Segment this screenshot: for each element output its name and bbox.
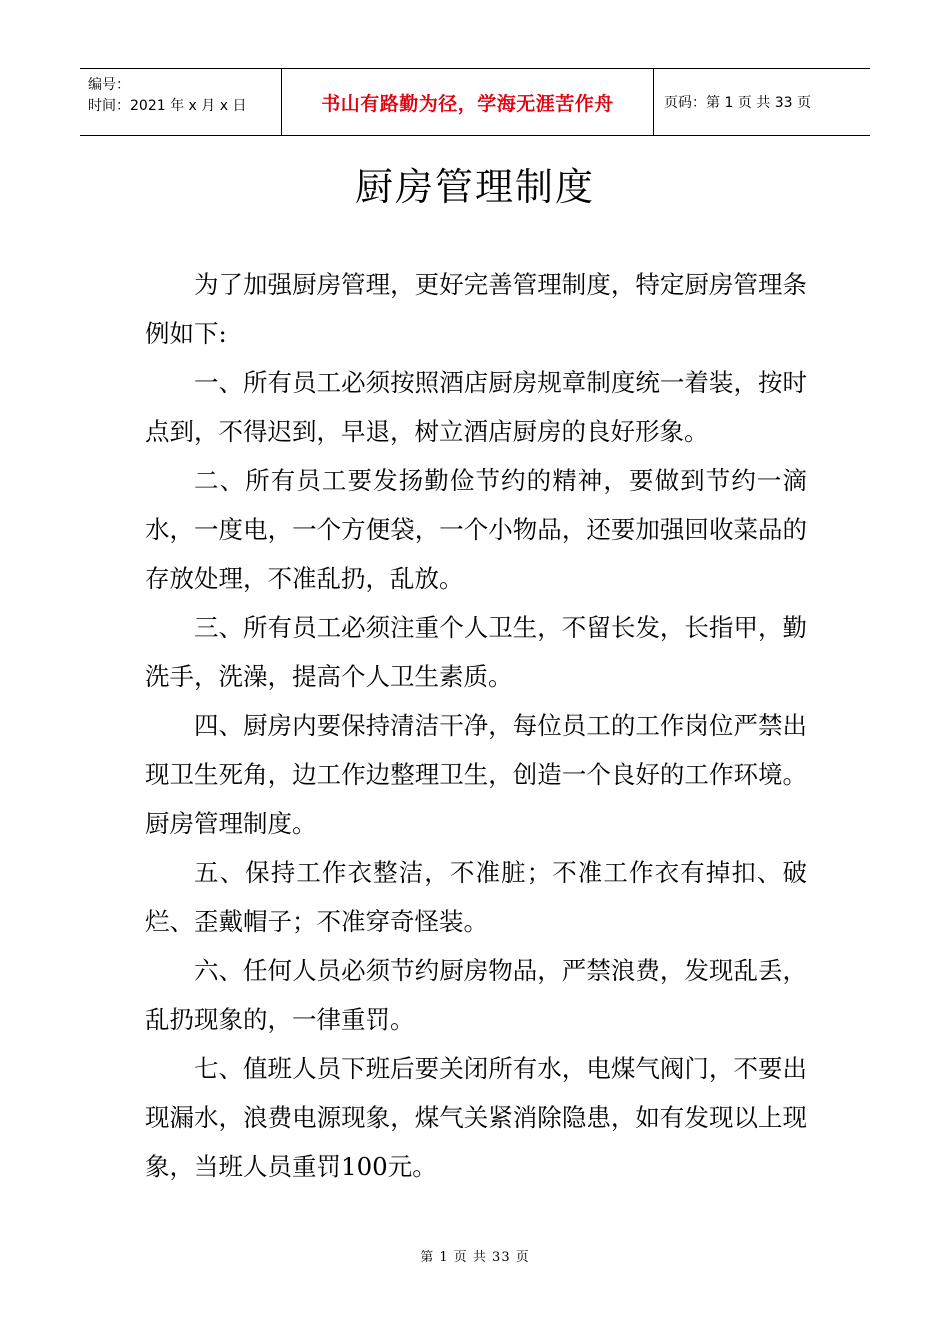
rule-paragraph-7: 七、值班人员下班后要关闭所有水，电煤气阀门，不要出现漏水，浪费电源现象，煤气关紧消除隐患，如有发现以上现象，当班人员重罚100元。 xyxy=(145,1054,807,1181)
rule-paragraph-1: 一、所有员工必须按照酒店厨房规章制度统一着装，按时点到，不得迟到，早退，树立酒店厨房的良好形象。 xyxy=(145,368,807,446)
rule-paragraph-2: 二、所有员工要发扬勤俭节约的精神，要做到节约一滴水，一度电，一个方便袋，一个小物品，还要加强回收菜品的存放处理，不准乱扔，乱放。 xyxy=(145,466,807,593)
header-table xyxy=(80,68,870,136)
page-footer: 第 1 页 共 33 页 xyxy=(420,1250,530,1265)
header-motto-cell xyxy=(282,69,654,135)
rule-paragraph-3: 三、所有员工必须注重个人卫生，不留长发，长指甲，勤洗手，洗澡，提高个人卫生素质。 xyxy=(145,613,807,691)
number-label: 编号： xyxy=(88,77,130,93)
rule-paragraph-4: 四、厨房内要保持清洁干净，每位员工的工作岗位严禁出现卫生死角，边工作边整理卫生，创造一个良好的工作环境。厨房管理制度。 xyxy=(145,711,807,838)
time-label: 时间：2021 年 x 月 x 日 xyxy=(88,98,247,114)
document-title: 厨房管理制度 xyxy=(354,165,595,209)
motto-text: 书山有路勤为径，学海无涯苦作舟 xyxy=(321,92,614,115)
header-meta-cell xyxy=(80,69,282,135)
document-body xyxy=(145,260,807,1191)
page-info: 页码：第 1 页 共 33 页 xyxy=(664,95,811,111)
rule-paragraph-6: 六、任何人员必须节约厨房物品，严禁浪费，发现乱丢，乱扔现象的，一律重罚。 xyxy=(145,956,807,1034)
rule-paragraph-5: 五、保持工作衣整洁，不准脏；不准工作衣有掉扣、破烂、歪戴帽子；不准穿奇怪装。 xyxy=(145,858,807,936)
intro-paragraph: 为了加强厨房管理，更好完善管理制度，特定厨房管理条例如下: xyxy=(145,270,807,348)
header-page-cell xyxy=(654,69,870,135)
